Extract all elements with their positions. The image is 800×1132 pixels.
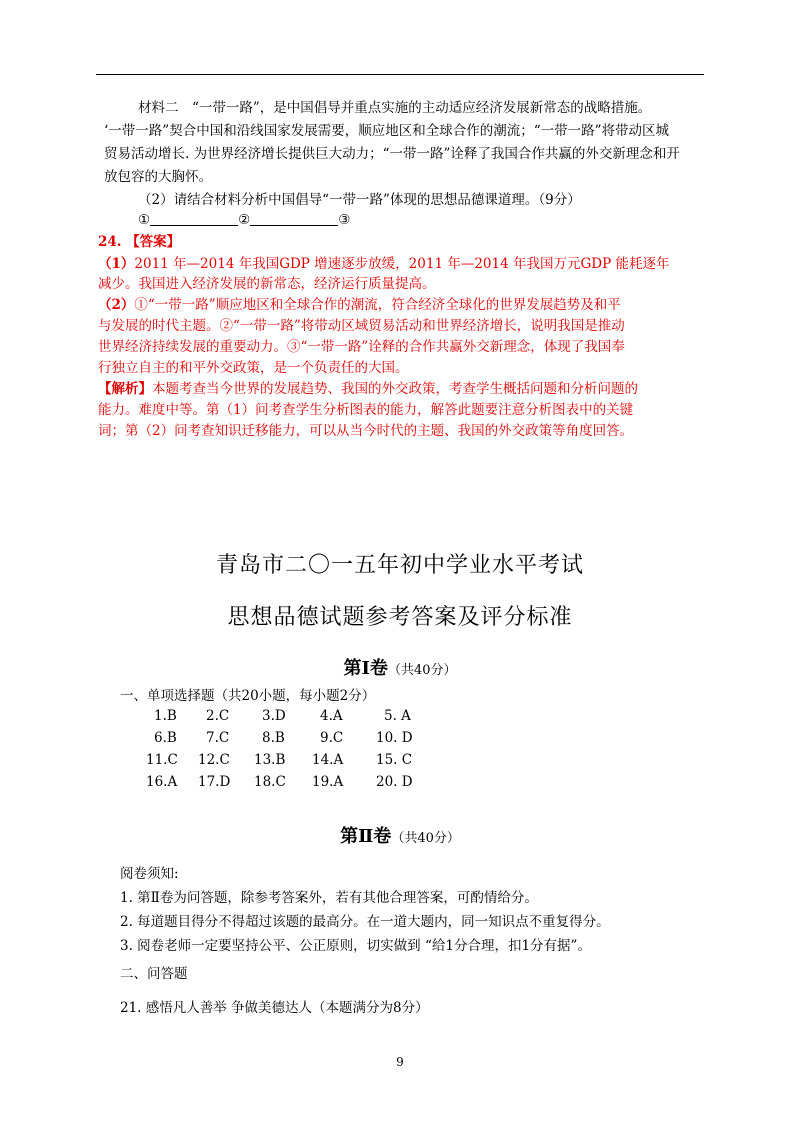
header-rule xyxy=(96,74,704,75)
answer24-p2-line1 xyxy=(98,295,621,315)
volume1-points: （共40分） xyxy=(387,663,457,678)
answer24-p2-label: （2） xyxy=(98,297,135,313)
answer24-header: 24. 【答案】 xyxy=(98,234,181,250)
volume1-heading xyxy=(0,654,800,680)
answer24-p1-line1 xyxy=(98,254,669,274)
answer24-p1-text1: 2011 年—2014 年我国GDP 增速逐步放缓，2011 年—2014 年我国万元GDP 能耗逐年 xyxy=(134,256,670,272)
exam-title: 青岛市二〇一五年初中学业水平考试 xyxy=(215,553,584,578)
answer24-p2-line3: 世界经济持续发展的重要动力。③“一带一路”诠释的合作共赢外交新理念，体现了我国奉 xyxy=(98,339,625,355)
answer-cell: 5. A xyxy=(384,708,411,724)
analysis-label: 【解析】 xyxy=(98,381,152,397)
answer-cell: 12.C xyxy=(198,752,230,768)
section2-heading: 二、问答题 xyxy=(120,966,188,982)
volume1-name: 第Ⅰ卷 xyxy=(343,658,388,679)
answer-cell: 2.C xyxy=(206,708,230,724)
answer-cell: 7.C xyxy=(206,730,230,746)
answer24-p1-line2: 减少。我国进入经济发展的新常态，经济运行质量提高。 xyxy=(98,276,436,292)
question-2: （2）请结合材料分析中国倡导“一带一路”体现的思想品德课道理。（9分） xyxy=(138,192,581,208)
blank-label-1: ① xyxy=(138,212,151,228)
answer-cell: 11.C xyxy=(146,752,178,768)
answer-cell: 6.B xyxy=(154,730,177,746)
analysis-line3: 词；第（2）问考查知识迁移能力，可以从当今时代的主题、我国的外交政策等角度回答。 xyxy=(98,423,634,439)
volume2-heading xyxy=(0,822,800,848)
answer-cell: 1.B xyxy=(154,708,177,724)
analysis-line2: 能力。难度中等。第（1）问考查学生分析图表的能力，解答此题要注意分析图表中的关键 xyxy=(98,402,634,418)
note-item-1: 1. 第Ⅱ卷为问答题，除参考答案外，若有其他合理答案，可酌情给分。 xyxy=(120,890,538,906)
note-item-2: 2. 每道题目得分不得超过该题的最高分。在一道大题内，同一知识点不重复得分。 xyxy=(120,914,610,930)
material2-line3: 贸易活动增长. 为世界经济增长提供巨大动力；“一带一路”诠释了我国合作共赢的外交新理念和开 xyxy=(104,146,680,162)
answer-cell: 17.D xyxy=(198,774,231,790)
blank-line-2 xyxy=(250,211,338,226)
answer-cell: 20. D xyxy=(376,774,413,790)
notes-header: 阅卷须知: xyxy=(120,866,179,882)
material2-line2: ‘一带一路”契合中国和沿线国家发展需要，顺应地区和全球合作的潮流；“一带一路”将带动区城 xyxy=(104,123,669,139)
answer-cell: 15. C xyxy=(376,752,413,768)
answer-cell: 18.C xyxy=(254,774,286,790)
blank-line-1 xyxy=(150,211,238,226)
section1-heading: 一、单项选择题（共20小题，每小题2分） xyxy=(120,688,376,704)
answer-cell: 10. D xyxy=(376,730,413,746)
answer-cell: 14.A xyxy=(312,752,344,768)
volume2-name: 第Ⅱ卷 xyxy=(340,826,392,847)
answer-cell: 19.A xyxy=(312,774,344,790)
answer-cell: 13.B xyxy=(254,752,286,768)
answer24-p2-line4: 行独立自主的和平外交政策，是一个负责任的大国。 xyxy=(98,360,409,376)
answer24-p1-label: （1） xyxy=(98,256,135,272)
answer-cell: 3.D xyxy=(262,708,286,724)
answer24-p2-line2: 与发展的时代主题。②“一带一路”将带动区域贸易活动和世界经济增长，说明我国是推动 xyxy=(98,318,625,334)
answer24-p2-text1: ①“一带一路”顺应地区和全球合作的潮流，符合经济全球化的世界发展趋势及和平 xyxy=(134,297,621,313)
answer-cell: 16.A xyxy=(146,774,178,790)
page-number: 9 xyxy=(396,1055,404,1069)
material2-line4: 放包容的大胸怀。 xyxy=(104,169,212,185)
analysis-text1: 本题考查当今世界的发展趋势、我国的外交政策，考查学生概括问题和分析问题的 xyxy=(152,381,638,397)
blank-label-2: ② xyxy=(238,212,251,228)
material2-line1: 材料二 “一带一路”，是中国倡导并重点实施的主动适应经济发展新常态的战略措施。 xyxy=(138,100,652,116)
answer-cell: 9.C xyxy=(320,730,344,746)
question-21: 21. 感悟凡人善举 争做美德达人（本题满分为8分） xyxy=(120,1000,429,1016)
answer-cell: 8.B xyxy=(262,730,285,746)
note-item-3: 3. 阅卷老师一定要坚持公平、公正原则，切实做到 “给1分合理，扣1分有据”。 xyxy=(120,938,591,954)
answer-key-title: 思想品德试题参考答案及评分标准 xyxy=(227,605,573,630)
analysis-line1 xyxy=(98,379,638,399)
volume2-points: （共40分） xyxy=(391,831,460,846)
answer-cell: 4.A xyxy=(320,708,343,724)
blank-label-3: ③ xyxy=(338,212,351,228)
answer-blanks xyxy=(138,210,350,230)
